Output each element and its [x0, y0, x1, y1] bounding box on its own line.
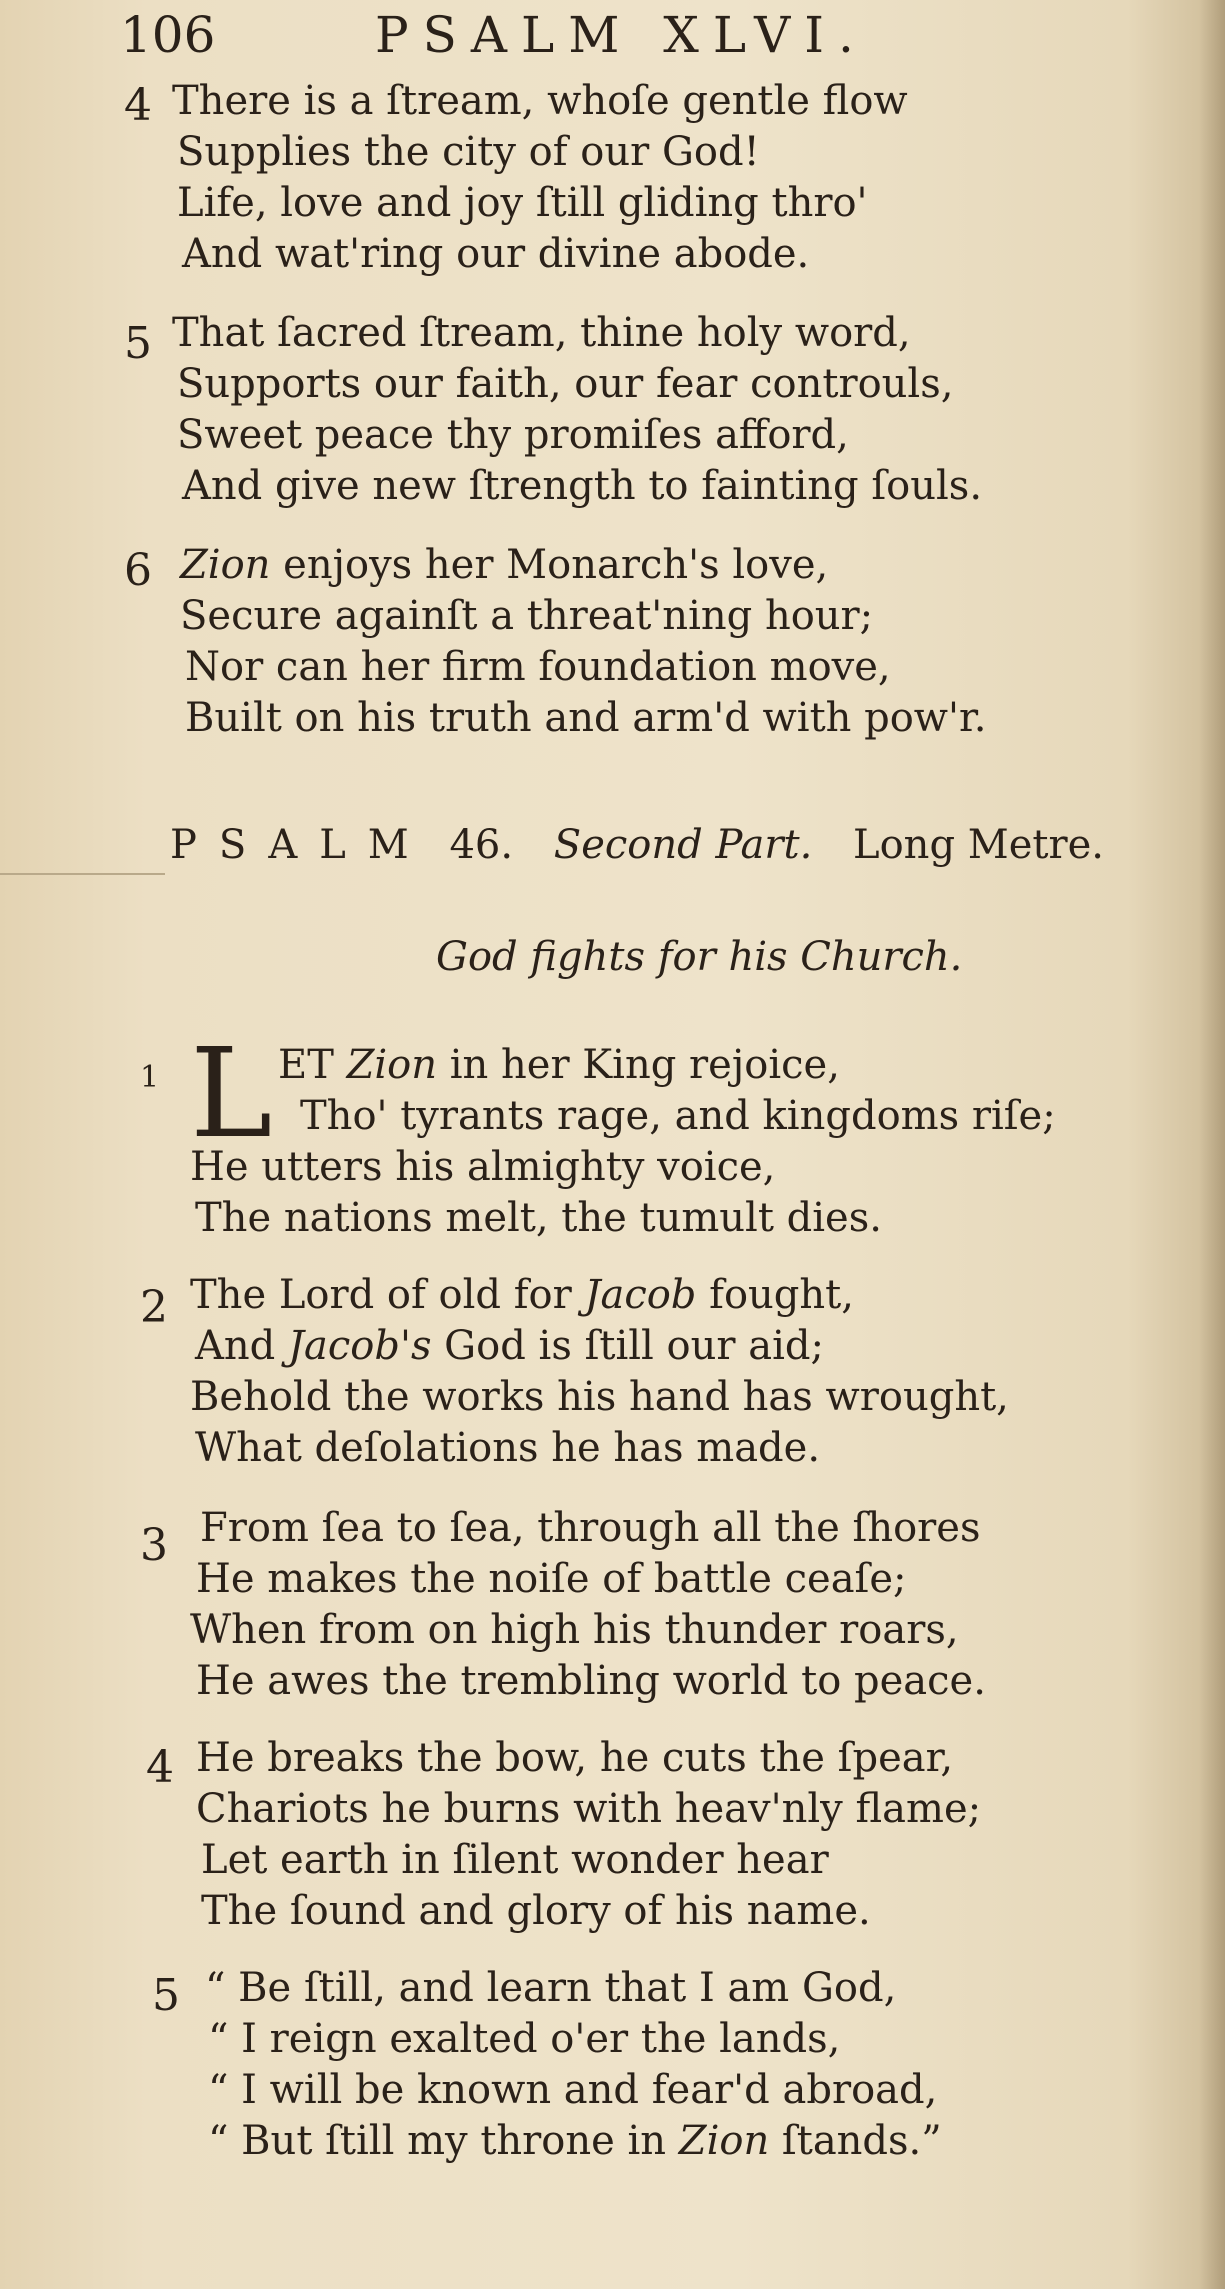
verse-line: Life, love and joy ſtill gliding thro': [177, 180, 868, 226]
drop-cap: L: [190, 1022, 273, 1166]
verse-line: [190, 1272, 854, 1318]
page-edge-shadow: [1199, 0, 1225, 2289]
verse-text: “ But ſtill my throne in: [208, 2118, 679, 2164]
running-title: PSALM XLVI.: [375, 6, 868, 64]
verse-line: Built on his truth and arm'd with pow'r.: [185, 695, 987, 741]
verse-line: That ſacred ſtream, thine holy word,: [172, 310, 911, 356]
stanza-number: 4: [124, 80, 152, 131]
verse-line: [208, 2118, 942, 2164]
verse-line: Nor can her firm foundation move,: [185, 644, 891, 690]
heading-psalm: PSALM: [170, 822, 431, 868]
verse-line: “ I will be known and fear'd abroad,: [208, 2067, 938, 2113]
verse-line: Chariots he burns with heav'nly flame;: [196, 1786, 982, 1832]
verse-text: in her King rejoice,: [437, 1042, 840, 1088]
verse-line: Let earth in ſilent wonder hear: [201, 1837, 829, 1883]
verse-line: Sweet peace thy promiſes afford,: [177, 412, 849, 458]
verse-line: [180, 542, 828, 588]
stanza-number: 1: [140, 1060, 160, 1095]
running-header: [120, 6, 1120, 66]
verse-line: And wat'ring our divine abode.: [182, 231, 810, 277]
verse-line: Tho' tyrants rage, and kingdoms riſe;: [300, 1093, 1056, 1139]
stanza-number: 3: [140, 1520, 168, 1571]
verse-line: [195, 1323, 824, 1369]
verse-line: He utters his almighty voice,: [190, 1144, 776, 1190]
verse-text: God is ſtill our aid;: [431, 1323, 824, 1369]
verse-text: ſtands.”: [769, 2118, 942, 2164]
verse-text: And: [195, 1323, 288, 1369]
verse-line: The ſound and glory of his name.: [201, 1888, 871, 1934]
verse-text: enjoys her Monarch's love,: [270, 542, 829, 588]
italic-name: Jacob's: [287, 1323, 432, 1369]
verse-line: And give new ſtrength to fainting ſouls.: [182, 463, 983, 509]
stanza-number: 4: [146, 1742, 174, 1793]
verse-line: “ I reign exalted o'er the lands,: [208, 2016, 841, 2062]
italic-name: Zion: [180, 542, 271, 588]
italic-name: Jacob: [584, 1272, 697, 1318]
verse-line: He awes the trembling world to peace.: [196, 1658, 986, 1704]
section-subtitle: God fights for his Church.: [436, 934, 963, 980]
page-number: 106: [120, 6, 216, 64]
heading-number: 46.: [449, 822, 514, 868]
verse-text: The Lord of old for: [190, 1272, 585, 1318]
stanza-number: 2: [140, 1282, 168, 1333]
section-heading: [170, 822, 1104, 868]
verse-line: [278, 1042, 840, 1088]
stanza-number: 6: [124, 545, 152, 596]
verse-line: Supplies the city of our God!: [177, 129, 760, 175]
italic-name: Zion: [346, 1042, 438, 1088]
verse-line: He breaks the bow, he cuts the ſpear,: [196, 1735, 954, 1781]
verse-line: There is a ſtream, whoſe gentle flow: [172, 78, 908, 124]
verse-line: From ſea to ſea, through all the ſhores: [200, 1505, 981, 1551]
verse-text: fought,: [696, 1272, 854, 1318]
verse-line: What deſolations he has made.: [195, 1425, 821, 1471]
verse-line: “ Be ſtill, and learn that I am God,: [205, 1965, 897, 2011]
heading-rule: [0, 873, 165, 875]
heading-metre: Long Metre.: [853, 822, 1104, 868]
verse-line: Secure againſt a threat'ning hour;: [180, 593, 874, 639]
verse-line: The nations melt, the tumult dies.: [195, 1195, 882, 1241]
stanza-number: 5: [152, 1970, 180, 2021]
verse-line: When from on high his thunder roars,: [190, 1607, 959, 1653]
heading-part: Second Part.: [553, 822, 813, 868]
verse-text: ET: [278, 1042, 347, 1088]
verse-line: Supports our faith, our fear controuls,: [177, 361, 954, 407]
verse-line: He makes the noiſe of battle ceaſe;: [196, 1556, 907, 1602]
verse-line: Behold the works his hand has wrought,: [190, 1374, 1009, 1420]
italic-name: Zion: [678, 2118, 770, 2164]
stanza-number: 5: [124, 318, 152, 369]
